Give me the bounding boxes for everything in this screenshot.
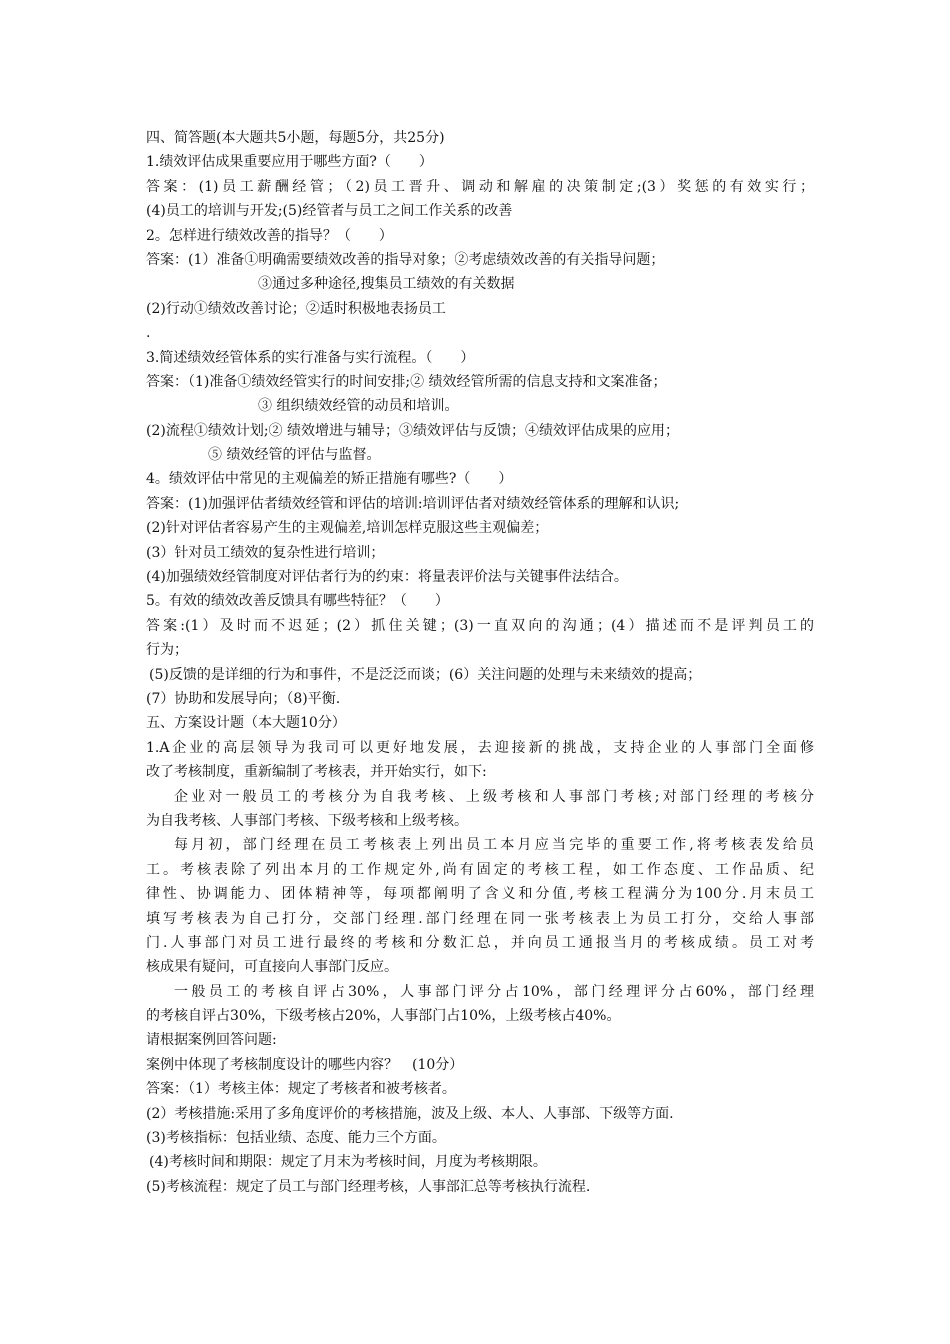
q5-answer-line: 行为； xyxy=(146,642,188,659)
q2-answer-line: ③通过多种途径,搜集员工绩效的有关数据 xyxy=(258,276,515,293)
q3-answer-line: ③ 组织绩效经管的动员和培训。 xyxy=(258,398,459,415)
q4-question: 4。绩效评估中常见的主观偏差的矫正措施有哪些?（ ） xyxy=(146,471,513,488)
q4-answer-line: (3）针对员工绩效的复杂性进行培训； xyxy=(146,544,385,561)
case-line: 的考核自评占30%，下级考核占20%，人事部门占10%，上级考核占40%。 xyxy=(146,1008,621,1025)
q2-answer-line: (2)行动①绩效改善讨论；②适时积极地表扬员工 xyxy=(146,300,446,317)
q4-answer-line: 答案：(1)加强评估者绩效经管和评估的培训:培训评估者对绩效经管体系的理解和认识; xyxy=(146,495,680,512)
case-line: 企业对一般员工的考核分为自我考核、上级考核和人事部门考核;对部门经理的考核分 xyxy=(174,788,814,805)
case-answer-line: (2）考核措施:采用了多角度评价的考核措施，波及上级、本人、人事部、下级等方面. xyxy=(146,1105,674,1122)
case-answer-line: (3)考核指标：包括业绩、态度、能力三个方面。 xyxy=(146,1130,446,1147)
q1-answer-line: 答案：(1)员工薪酬经管；（2)员工晋升、调动和解雇的决策制定;(3）奖惩的有效实行； xyxy=(146,178,814,195)
q3-answer-line: (2)流程①绩效计划;② 绩效增进与辅导；③绩效评估与反馈；④绩效评估成果的应用； xyxy=(146,422,679,439)
case-line: 一般员工的考核自评占30%，人事部门评分占10%，部门经理评分占60%，部门经理 xyxy=(174,983,814,1000)
q3-answer-line: ⑤ 绩效经管的评估与监督。 xyxy=(208,447,381,464)
q1-question: 1.绩效评估成果重要应用于哪些方面?（ ） xyxy=(146,154,433,171)
q5-answer-line: (7）协助和发展导向；（8)平衡. xyxy=(146,690,341,707)
q1-answer-line: (4)员工的培训与开发;(5)经管者与员工之间工作关系的改善 xyxy=(146,203,513,220)
case-line: 律性、协调能力、团体精神等，每项都阐明了含义和分值,考核工程满分为100分.月末员工 xyxy=(146,886,814,903)
section5-heading: 五、方案设计题（本大题10分） xyxy=(146,715,346,732)
q2-question: 2。怎样进行绩效改善的指导？（ ） xyxy=(146,227,393,244)
q4-answer-line: (2)针对评估者容易产生的主观偏差,培训怎样克服这些主观偏差； xyxy=(146,520,549,537)
case-line: 为自我考核、人事部门考核、下级考核和上级考核。 xyxy=(146,812,468,829)
document-body xyxy=(146,126,814,1199)
case-prompt: 请根据案例回答问题: xyxy=(146,1032,277,1049)
case-line: 门.人事部门对员工进行最终的考核和分数汇总，并向员工通报当月的考核成绩。员工对考 xyxy=(146,934,814,951)
case-answer-line: (4)考核时间和期限：规定了月末为考核时间，月度为考核期限。 xyxy=(149,1154,547,1171)
q5-answer-line: 答案:(1）及时而不迟延；(2）抓住关键；(3)一直双向的沟通；(4）描述而不是评判员工的 xyxy=(146,617,814,634)
case-line: 核成果有疑问，可直接向人事部门反应。 xyxy=(146,959,398,976)
case-line: 工。考核表除了列出本月的工作规定外,尚有固定的考核工程，如工作态度、工作品质、纪 xyxy=(146,861,814,878)
case-line: 填写考核表为自己打分，交部门经理.部门经理在同一张考核表上为员工打分，交给人事部 xyxy=(146,910,814,927)
q5-question: 5。有效的绩效改善反馈具有哪些特征？（ ） xyxy=(146,593,449,610)
case-line: 1.A企业的高层领导为我司可以更好地发展，去迎接新的挑战，支持企业的人事部门全面修 xyxy=(146,739,814,756)
q5-answer-line: (5)反馈的是详细的行为和事件，不是泛泛而谈；(6）关注问题的处理与未来绩效的提高； xyxy=(149,666,702,683)
q3-answer-line: 答案：（1)准备①绩效经管实行的时间安排;② 绩效经管所需的信息支持和文案准备； xyxy=(146,373,667,390)
case-line: 改了考核制度，重新编制了考核表，并开始实行，如下: xyxy=(146,764,487,781)
case-answer-line: 答案：（1）考核主体：规定了考核者和被考核者。 xyxy=(146,1081,456,1098)
q3-question: 3.简述绩效经管体系的实行准备与实行流程。（ ） xyxy=(146,349,475,366)
q4-answer-line: (4)加强绩效经管制度对评估者行为的约束：将量表评价法与关键事件法结合。 xyxy=(146,569,628,586)
case-question: 案例中体现了考核制度设计的哪些内容？ (10分） xyxy=(146,1056,464,1073)
q2-answer-line: . xyxy=(146,325,151,342)
section4-heading: 四、简答题(本大题共5小题，每题5分，共25分) xyxy=(146,130,445,146)
case-line: 每月初，部门经理在员工考核表上列出员工本月应当完毕的重要工作,将考核表发给员 xyxy=(174,837,814,854)
case-answer-line: (5)考核流程：规定了员工与部门经理考核，人事部汇总等考核执行流程. xyxy=(146,1178,591,1195)
q2-answer-line: 答案：(1）准备①明确需要绩效改善的指导对象；②考虑绩效改善的有关指导问题； xyxy=(146,251,665,268)
